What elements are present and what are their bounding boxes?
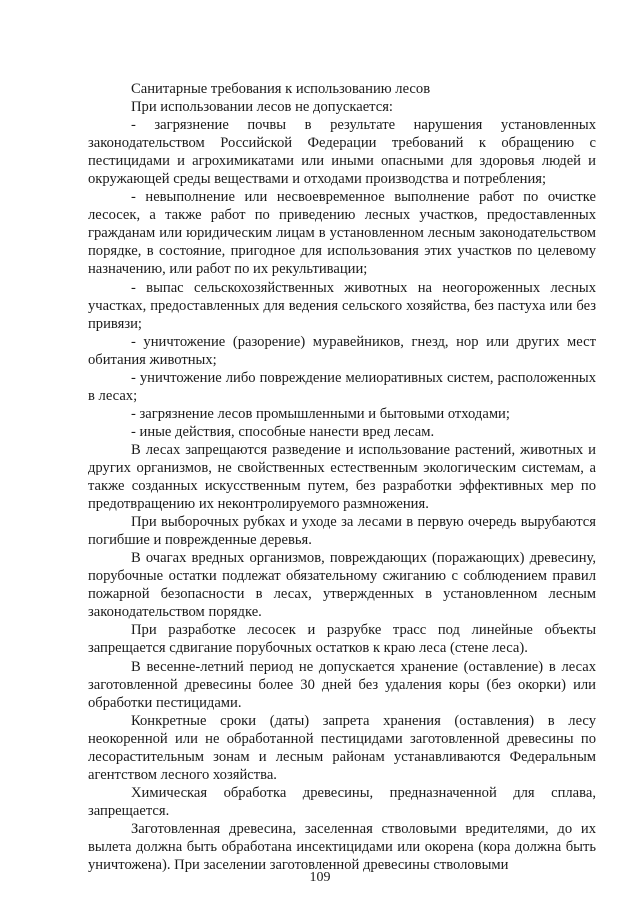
- body-paragraph: В лесах запрещаются разведение и использование растений, животных и других организмов, не свойственных естественным экологическим системам, а также созданных искусственным путем, без разработки эффективных мер по предотвращению их неконтролируемого размножения.: [88, 441, 596, 513]
- body-paragraph: При выборочных рубках и уходе за лесами в первую очередь вырубаются погибшие и поврежденные деревья.: [88, 514, 596, 549]
- bullet-item: - загрязнение лесов промышленными и бытовыми отходами;: [131, 405, 510, 422]
- body-paragraph: Химическая обработка древесины, предназначенной для сплава, запрещается.: [88, 784, 596, 819]
- intro-paragraph: При использовании лесов не допускается:: [131, 99, 393, 116]
- bullet-item: - уничтожение (разорение) муравейников, гнезд, нор или других мест обитания животных;: [88, 333, 596, 368]
- bullet-item: - выпас сельскохозяйственных животных на неогороженных лесных участках, предоставленных для ведения сельского хозяйства, без пастуха или без привязи;: [88, 279, 596, 332]
- bullet-item: - загрязнение почвы в результате нарушения установленных законодательством Российской Федерации требований к обращению с пестицидами и агрохимикатами или иными опасными для здоровья людей и окружающей среды веществами и отходами производства и потребления;: [88, 117, 596, 188]
- body-paragraph: В весенне-летний период не допускается хранение (оставление) в лесах заготовленной древесины более 30 дней без удаления коры (без окорки) или обработки пестицидами.: [88, 658, 596, 711]
- bullet-item: - невыполнение или несвоевременное выполнение работ по очистке лесосек, а также работ по приведению лесных участков, предоставленных гражданам или юридическим лицам в установленном лесным законодательством порядке, в состояние, пригодное для использования этих участков по целевому назначению, или работ по их рекультивации;: [88, 189, 596, 278]
- body-paragraph: В очагах вредных организмов, повреждающих (поражающих) древесину, порубочные остатки подлежат обязательному сжиганию с соблюдением правил пожарной безопасности в лесах, утвержденных в установленном лесным законодательством порядке.: [88, 550, 596, 621]
- bullet-item: - уничтожение либо повреждение мелиоративных систем, расположенных в лесах;: [88, 369, 596, 404]
- page-number: 109: [309, 870, 331, 885]
- body-paragraph: Заготовленная древесина, заселенная стволовыми вредителями, до их вылета должна быть обработана инсектицидами или окорена (кора должна быть уничтожена). При заселении заготовленной древесины стволовыми: [88, 820, 596, 874]
- bullet-item: - иные действия, способные нанести вред лесам.: [131, 423, 435, 440]
- body-paragraph: При разработке лесосек и разрубке трасс под линейные объекты запрещается сдвигание порубочных остатков к краю леса (стене леса).: [88, 622, 596, 657]
- section-title: Санитарные требования к использованию лесов: [131, 81, 431, 97]
- document-body: [88, 80, 596, 874]
- body-paragraph: Конкретные сроки (даты) запрета хранения (оставления) в лесу неокоренной или не обработанной пестицидами заготовленной древесины по лесорастительным зонам и лесным районам устанавливаются Федеральным агентством лесного хозяйства.: [88, 712, 596, 783]
